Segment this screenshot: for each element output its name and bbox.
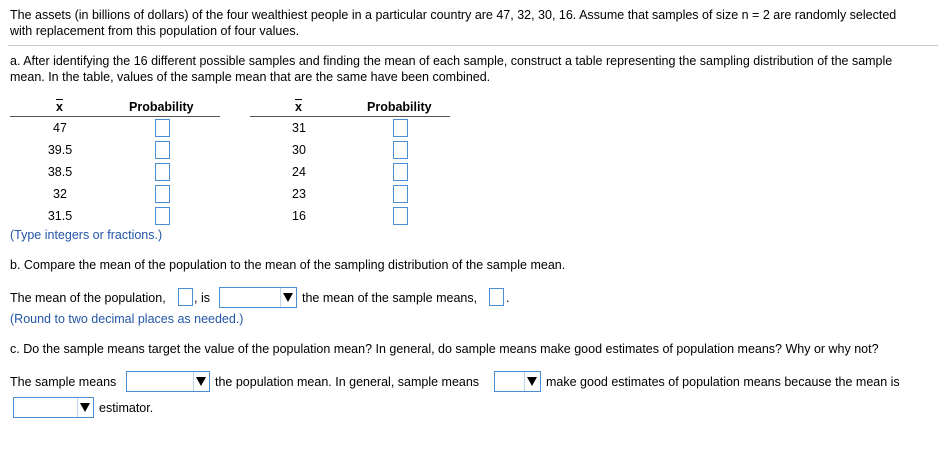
- problem-intro-line1: The assets (in billions of dollars) of the four wealthiest people in a particular country are 47, 32, 30, 16. Assume that samples of size n = 2 are randomly selected: [10, 8, 897, 22]
- xbar-value: 47: [53, 121, 67, 135]
- probability-input[interactable]: [155, 207, 170, 225]
- part-c-text-4: estimator.: [99, 401, 154, 415]
- part-c-text-2: the population mean. In general, sample means: [215, 375, 480, 389]
- part-a-question-line2: mean. In the table, values of the sample mean that are the same have been combined.: [10, 70, 491, 84]
- part-b-text-4: .: [506, 291, 510, 305]
- xbar-value: 31.5: [47, 209, 73, 223]
- probability-input[interactable]: [393, 163, 408, 181]
- part-b-text-3: the mean of the sample means,: [302, 291, 478, 305]
- table-header-rule-left: [10, 116, 220, 117]
- dropdown-separator: [193, 372, 194, 391]
- xbar-value: 24: [292, 165, 306, 179]
- probability-input[interactable]: [155, 163, 170, 181]
- part-b-text-1: The mean of the population,: [10, 291, 166, 305]
- dropdown-separator: [77, 398, 78, 417]
- col-header-probability-left: Probability: [129, 100, 194, 114]
- xbar-value: 30: [292, 143, 306, 157]
- probability-input[interactable]: [393, 119, 408, 137]
- xbar-value: 16: [292, 209, 306, 223]
- xbar-value: 32: [53, 187, 67, 201]
- probability-input[interactable]: [155, 141, 170, 159]
- part-b-question: b. Compare the mean of the population to the mean of the sampling distribution of the sample mean.: [10, 258, 566, 272]
- part-a-hint: (Type integers or fractions.): [10, 228, 163, 242]
- sample-means-mean-input[interactable]: [489, 288, 504, 306]
- part-c-text-1: The sample means: [10, 375, 117, 389]
- probability-input[interactable]: [155, 119, 170, 137]
- part-c-question: c. Do the sample means target the value of the population mean? In general, do sample means make good estimates of population means? Why or why not?: [10, 342, 879, 356]
- col-header-xbar-right: $\overline{x}$: [295, 100, 302, 114]
- dropdown-arrow-icon: [196, 377, 206, 386]
- estimate-dropdown[interactable]: [494, 371, 541, 392]
- col-header-xbar-left: $\overline{x}$: [56, 100, 63, 114]
- part-a-question-line1: a. After identifying the 16 different possible samples and finding the mean of each sample, construct a table representing the sampling distribution of the sample: [10, 54, 893, 68]
- dropdown-separator: [524, 372, 525, 391]
- comparison-dropdown[interactable]: [219, 287, 297, 308]
- probability-input[interactable]: [393, 185, 408, 203]
- dropdown-arrow-icon: [527, 377, 537, 386]
- probability-input[interactable]: [393, 141, 408, 159]
- probability-input[interactable]: [155, 185, 170, 203]
- divider: [8, 45, 938, 46]
- xbar-value: 23: [292, 187, 306, 201]
- target-dropdown[interactable]: [126, 371, 210, 392]
- part-b-text-2: , is: [194, 291, 210, 305]
- probability-input[interactable]: [393, 207, 408, 225]
- part-b-hint: (Round to two decimal places as needed.): [10, 312, 244, 326]
- population-mean-input[interactable]: [178, 288, 193, 306]
- col-header-probability-right: Probability: [367, 100, 432, 114]
- dropdown-arrow-icon: [80, 403, 90, 412]
- part-c-text-3: make good estimates of population means because the mean is: [546, 375, 900, 389]
- problem-intro-line2: with replacement from this population of four values.: [10, 24, 300, 38]
- xbar-value: 38.5: [47, 165, 73, 179]
- estimator-type-dropdown[interactable]: [13, 397, 94, 418]
- xbar-value: 31: [292, 121, 306, 135]
- table-header-rule-right: [250, 116, 450, 117]
- xbar-value: 39.5: [47, 143, 73, 157]
- dropdown-arrow-icon: [283, 293, 293, 302]
- dropdown-separator: [280, 288, 281, 307]
